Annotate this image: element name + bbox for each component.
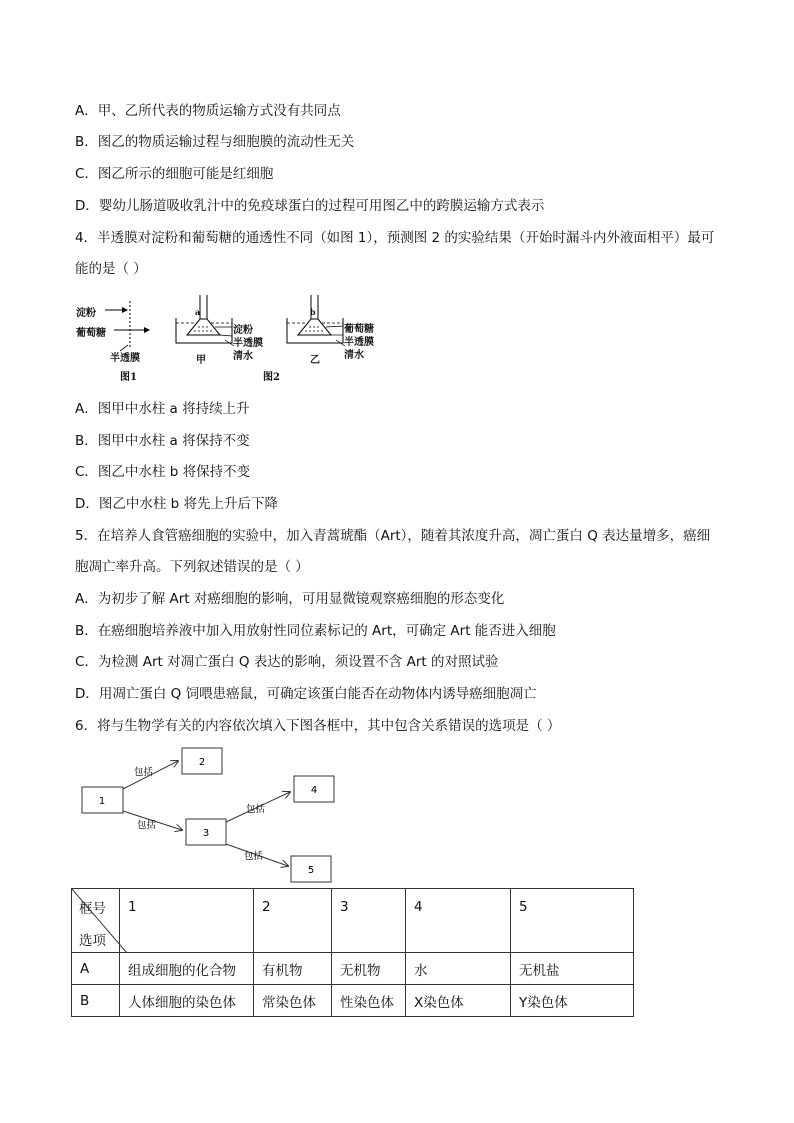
fig1-glucose-label: 葡萄糖 (76, 328, 106, 339)
arrow-label-3-4: 包括 (246, 804, 266, 815)
apparatus-jia (176, 295, 234, 346)
box-4-label: 4 (310, 785, 318, 796)
fig2-caption: 图2 (263, 372, 280, 383)
q5-stem-line2: 胞凋亡率升高。下列叙述错误的是（ ） (75, 559, 309, 575)
table-cell: X染色体 (406, 985, 511, 1017)
table-header: 3 (332, 889, 406, 953)
apparatus-yi (287, 295, 345, 346)
figure-1 (105, 301, 150, 351)
table-cell: 水 (406, 953, 511, 985)
starch-arrowhead (122, 307, 128, 313)
yi-glucose-label: 葡萄糖 (344, 324, 374, 335)
corner-top-label: 框号 (79, 901, 106, 917)
jia-column-a: a (195, 307, 201, 317)
q3-option-b: B．图乙的物质运输过程与细胞膜的流动性无关 (75, 134, 355, 150)
q4-option-d: D．图乙中水柱 b 将先上升后下降 (75, 496, 279, 512)
glucose-arrowhead (144, 327, 150, 333)
box-5-label: 5 (307, 865, 315, 876)
q4-option-b: B．图甲中水柱 a 将保持不变 (75, 433, 250, 449)
table-cell: 无机盐 (511, 953, 634, 985)
table-header: 4 (406, 889, 511, 953)
fig1-starch-label: 淀粉 (76, 308, 96, 319)
arrow-label-3-5: 包括 (244, 851, 264, 862)
q4-stem-line1: 4．半透膜对淀粉和葡萄糖的通透性不同（如图 1），预测图 2 的实验结果（开始时漏斗内外液面相平）最可 (75, 230, 715, 246)
q5-option-a: A．为初步了解 Art 对癌细胞的影响，可用显微镜观察癌细胞的形态变化 (75, 591, 505, 607)
yi-water-label: 清水 (344, 350, 364, 361)
box-1-label: 1 (98, 796, 106, 807)
table-cell: 常染色体 (254, 985, 332, 1017)
table-cell: 有机物 (254, 953, 332, 985)
jia-water-label: 清水 (233, 351, 253, 362)
q3-option-d: D．婴幼儿肠道吸收乳汁中的免疫球蛋白的过程可用图乙中的跨膜运输方式表示 (75, 198, 545, 214)
table-cell: 无机物 (332, 953, 406, 985)
corner-bottom-label: 选项 (79, 933, 106, 949)
arrow-label-1-2: 包括 (134, 767, 154, 778)
q4-option-a: A．图甲中水柱 a 将持续上升 (75, 401, 250, 417)
jia-name: 甲 (196, 355, 206, 366)
table-cell: 人体细胞的染色体 (120, 985, 254, 1017)
fig1-membrane-label: 半透膜 (110, 353, 140, 364)
q3-option-a: A．甲、乙所代表的物质运输方式没有共同点 (75, 103, 341, 119)
fig1-caption: 图1 (120, 372, 137, 383)
q5-option-b: B．在癌细胞培养液中加入用放射性同位素标记的 Art，可确定 Art 能否进入细胞 (75, 623, 556, 639)
box-2-label: 2 (198, 757, 206, 768)
table-row (72, 985, 634, 1017)
inclusion-diagram (70, 740, 350, 890)
table-row (72, 953, 634, 985)
q4-stem-line2: 能的是（ ） (75, 261, 147, 277)
corner-cell (72, 889, 120, 953)
q6-stem: 6．将与生物学有关的内容依次填入下图各框中，其中包含关系错误的选项是（ ） (75, 718, 561, 734)
q4-option-c: C．图乙中水柱 b 将保持不变 (75, 464, 251, 480)
table-header: 2 (254, 889, 332, 953)
jia-membrane-label: 半透膜 (233, 338, 263, 349)
table-header: 1 (120, 889, 254, 953)
table-header-row (72, 889, 634, 953)
table-header: 5 (511, 889, 634, 953)
table-cell: 组成细胞的化合物 (120, 953, 254, 985)
table-cell: B (72, 985, 120, 1017)
arrow-label-1-3: 包括 (137, 820, 157, 831)
table-cell: 性染色体 (332, 985, 406, 1017)
table-cell: A (72, 953, 120, 985)
box-3-label: 3 (202, 828, 210, 839)
table-cell: Y染色体 (511, 985, 634, 1017)
q5-stem-line1: 5．在培养人食管癌细胞的实验中，加入青蒿琥酯（Art），随着其浓度升高，凋亡蛋白 Q 表达量增多，癌细 (75, 528, 711, 544)
jia-starch-label: 淀粉 (233, 325, 253, 336)
yi-name: 乙 (310, 355, 320, 366)
yi-column-b: b (310, 307, 316, 317)
q5-option-c: C．为检测 Art 对凋亡蛋白 Q 表达的影响，须设置不含 Art 的对照试验 (75, 654, 499, 670)
options-table (71, 888, 634, 1017)
yi-membrane-label: 半透膜 (344, 337, 374, 348)
q5-option-d: D．用凋亡蛋白 Q 饲喂患癌鼠，可确定该蛋白能否在动物体内诱导癌细胞凋亡 (75, 686, 537, 702)
q3-option-c: C．图乙所示的细胞可能是红细胞 (75, 166, 274, 182)
